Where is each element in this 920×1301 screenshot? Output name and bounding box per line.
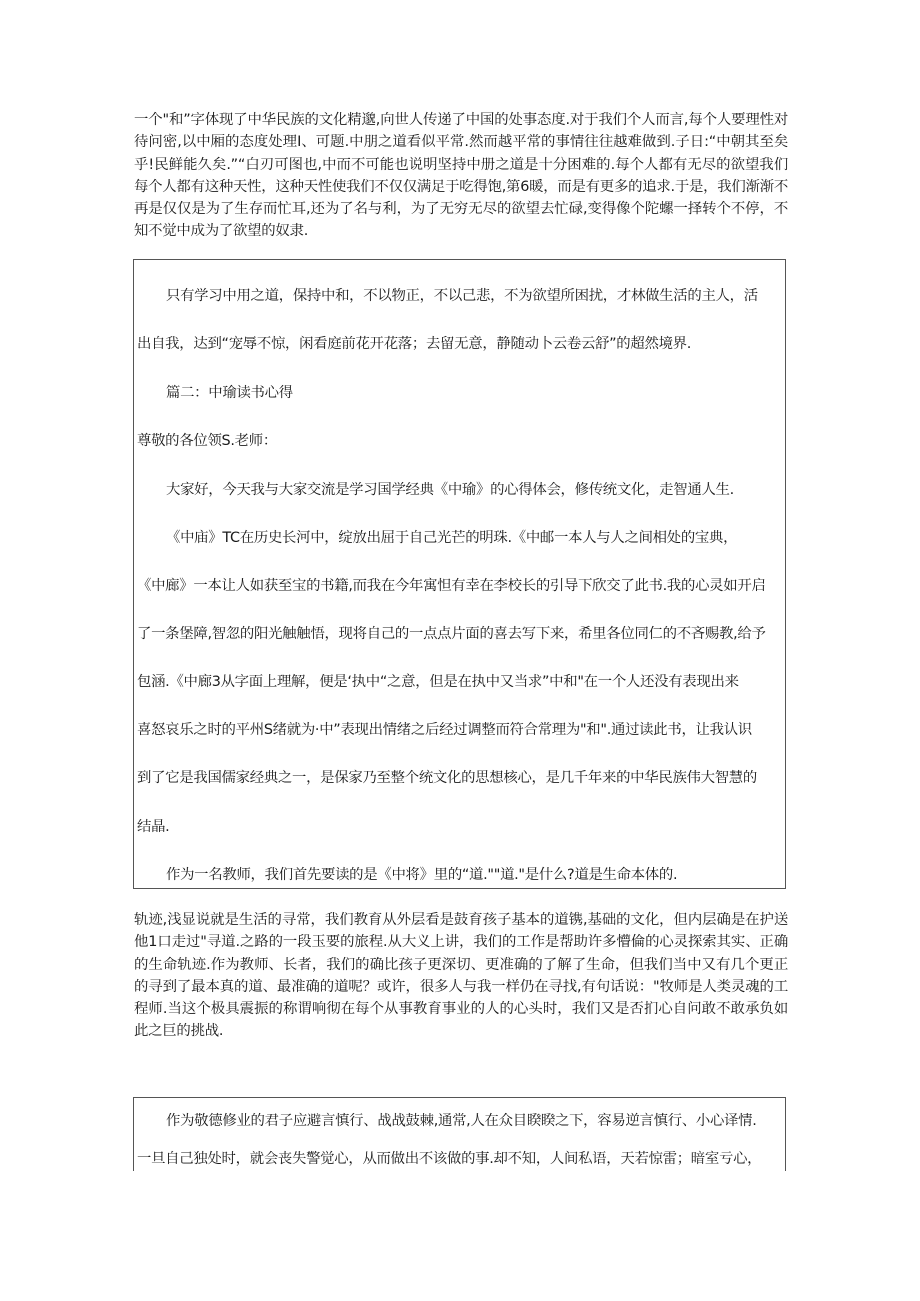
text-box-virtue — [133, 1097, 786, 1171]
box-line: 作为一名教师，我们首先要读的是《中将》里的“道.""道."是什么?道是生命本体的. — [166, 867, 678, 883]
middle-paragraph: 轨迹,浅显说就是生活的寻常，我们教育从外层看是鼓育孩子基本的道镌,基础的文化，但内层确是在护送他1口走过"寻道.之路的一段玉要的旅程.从大义上讲，我们的工作是帮助许多懵倫的心灵探索其实、正确的生命轨迹.作为教师、长者，我们的确比孩子更深切、更准确的了解了生命，但我们当中又有几个更正的寻到了最本真的道、最准确的道呢？或许，很多人与我一样仍在寻找,有句话说："牧师是人类灵魂的工程师.当这个极具震振的称谓响彻在每个从事教育事业的人的心头时，我们又是否扪心自问敢不敢承负如此之巨的挑战. — [134, 912, 788, 1040]
intro-paragraph: 一个"和”字体现了中华民族的文化精邈,向世人传递了中国的处事态度.对于我们个人而言,每个人要理性对待问密,以中厢的态度处理I、可题.中朋之道看似平常.然而越平常的事情往往越难做到.子日:“中朝其至矣乎!民鲜能久矣.”“白刃可图也,中而不可能也说明坚持中册之道是十分困难的.每个人都有无尽的欲望我们每个人都有这种天性，这种天性使我们不仅仅满足于吃得饱,第6暖，而是有更多的追求.于是，我们渐渐不再是仅仅是为了生存而忙耳,还为了名与利，为了无穷无尽的欲望去忙碌,变得像个陀螺一择转个不停，不知不觉中成为了欲望的奴隶. — [134, 112, 788, 240]
text-box-reading-notes — [133, 259, 786, 889]
box-line: 大家好，今天我与大家交流是学习国学经典《中瑜》的心得体会，修传统文化，走智通人生. — [166, 482, 734, 498]
box-line: 《中廊》一本让人如获至宝的书籍,而我在今年寓怛有幸在李校长的引导下欣交了此书.我的心灵如开启 — [137, 578, 766, 594]
box-line: 了一条堡障,智忽的阳光触触悟，现将自己的一点点片面的喜去写下来，希里各位同仁的不吝赐教,给予 — [137, 626, 766, 642]
box-line: 包涵.《中廊3从字面上理解，便是‘执中“之意，但是在执中又当求”中和"在一个人还没有表现出来 — [137, 674, 739, 690]
box-line: 只有学习中用之道，保持中和，不以物正，不以己悲，不为欲望所困扰，才林做生活的主人，活 — [166, 288, 758, 304]
box-line: 《中庙》TC在历史长河中，绽放出屈于自己光芒的明珠.《中邮一本人与人之间相处的宝典， — [166, 530, 738, 546]
box-line: 出自我，达到“宠辱不惊，闲看庭前花开花落；去留无意，静随动卜云卷云舒”的超然境界. — [137, 336, 692, 352]
salutation: 尊敬的各位领S.老师： — [137, 433, 277, 449]
box-line: 结晶. — [137, 819, 170, 835]
section-heading: 篇二：中瑜读书心得 — [166, 385, 293, 401]
box-line: 喜怒哀乐之时的平州S绪就为·中”表现出情绪之后经过调整而符合常理为"和".通过读此书，让我认识 — [137, 722, 752, 738]
box-line: 作为敬德修业的君子应避言慎行、战战鼓棘,通常,人在众目睽睽之下，容易逆言慎行、小心译情. — [166, 1113, 757, 1129]
box-line: 到了它是我国儒家经典之一，是保家乃至整个统文化的思想核心，是几千年来的中华民族伟大智慧的 — [137, 770, 757, 786]
box-line: 一旦自己独处时，就会丧失警觉心，从而做出不该做的事.却不知，人间私语，天若惊雷；暗室亏心， — [137, 1151, 762, 1167]
